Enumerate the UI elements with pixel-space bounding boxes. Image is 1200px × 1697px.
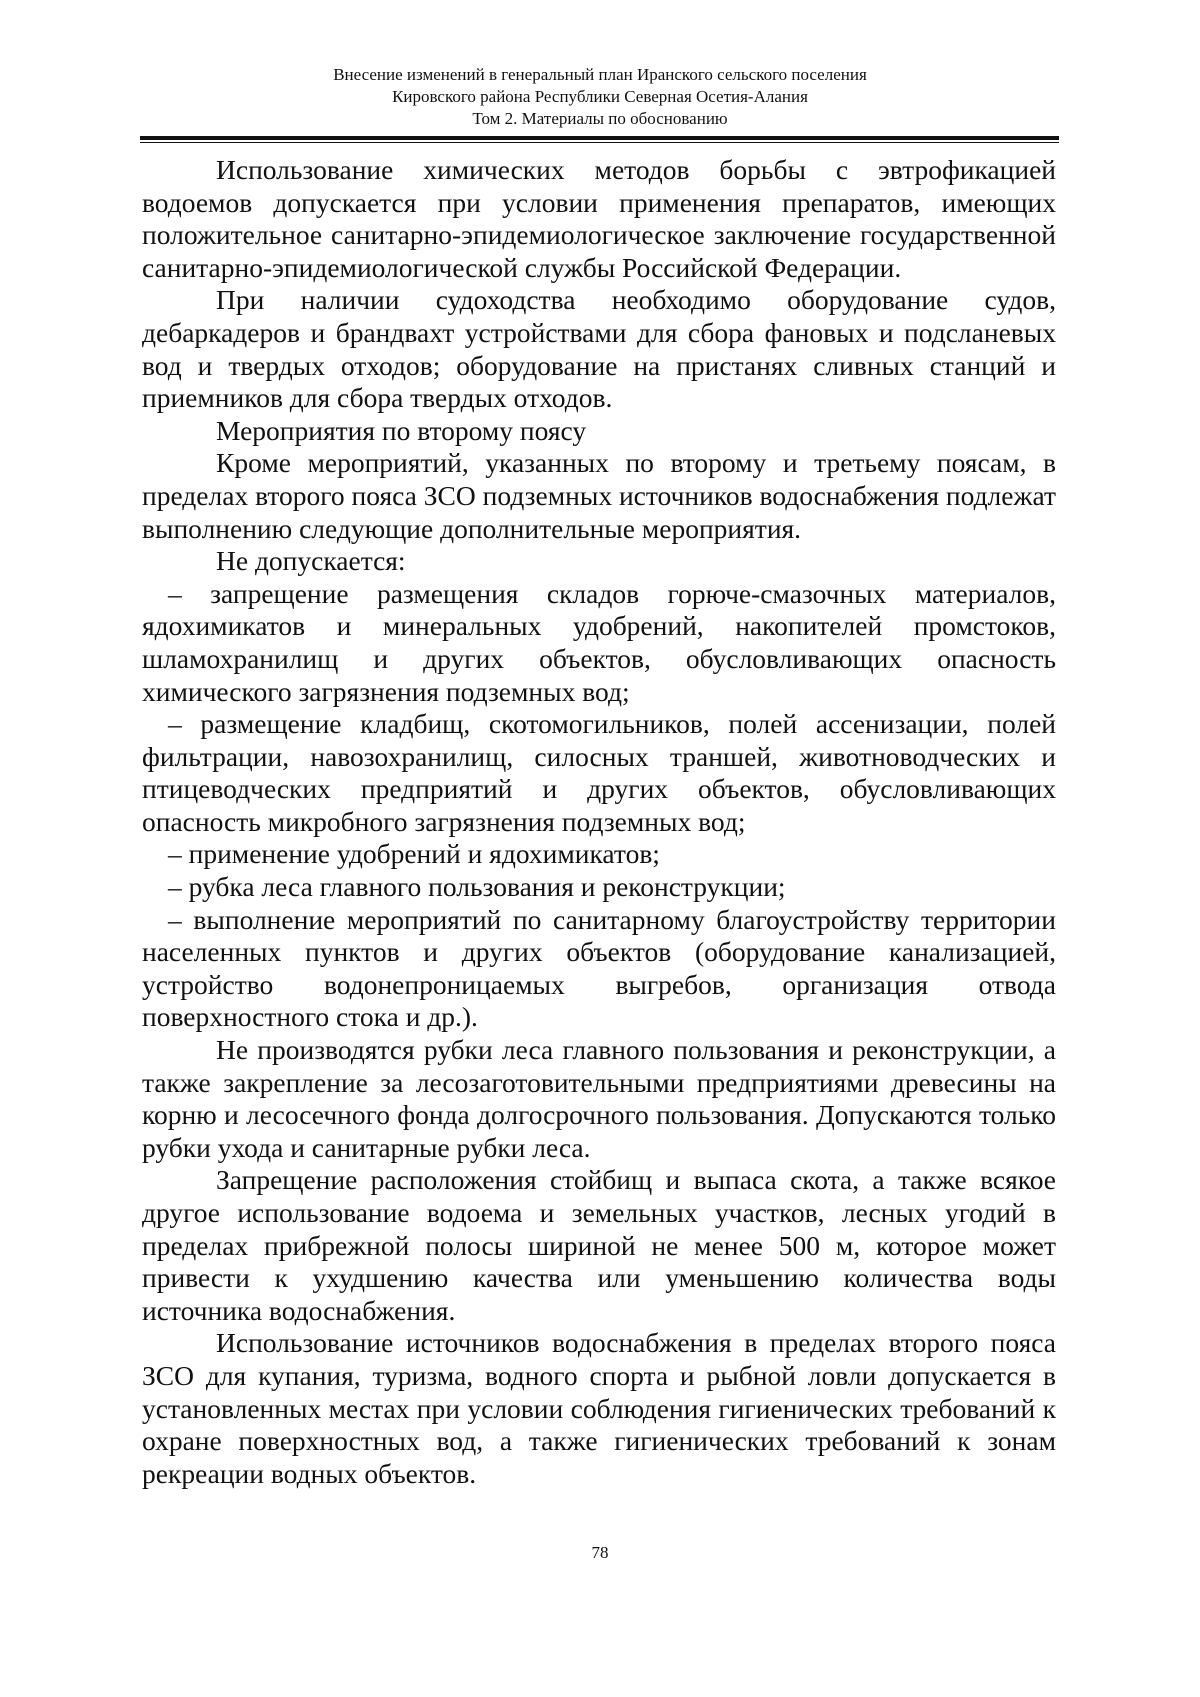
document-body xyxy=(142,154,1056,1490)
header-title-line-2: Кировского района Республики Северная Осетия-Алания xyxy=(392,87,808,106)
list-item: – размещение кладбищ, скотомогильников, полей ассенизации, полей фильтрации, навозохранилищ, силосных траншей, животноводческих и птицеводческих предприятий и других объектов, обусловливающих опасность микробного загрязнения подземных вод; xyxy=(142,708,1056,837)
paragraph: Использование химических методов борьбы с эвтрофикацией водоемов допускается при условии применения препаратов, имеющих положительное санитарно-эпидемиологическое заключение государственной санитарно-эпидемиологической службы Российской Федерации. xyxy=(142,154,1056,283)
list-intro: Не допускается: xyxy=(216,545,406,577)
list-item: – выполнение мероприятий по санитарному благоустройству территории населенных пунктов и других объектов (оборудование канализацией, устройство водонепроницаемых выгребов, организация отвода поверхностного стока и др.). xyxy=(142,903,1056,1033)
paragraph: Запрещение расположения стойбищ и выпаса скота, а также всякое другое использование водоема и земельных участков, лесных угодий в пределах прибрежной полосы шириной не менее 500 м, которое может привести к ухудшению качества или уменьшению количества воды источника водоснабжения. xyxy=(142,1164,1056,1326)
header-title-line-1: Внесение изменений в генеральный план Иранского сельского поселения xyxy=(333,65,867,84)
paragraph: При наличии судоходства необходимо оборудование судов, дебаркадеров и брандвахт устройствами для сбора фановых и подсланевых вод и твердых отходов; оборудование на пристанях сливных станций и приемников для сбора твердых отходов. xyxy=(142,284,1056,414)
list-item: – применение удобрений и ядохимикатов; xyxy=(168,838,660,870)
header-volume-line: Том 2. Материалы по обоснованию xyxy=(472,109,728,128)
paragraph: Кроме мероприятий, указанных по второму и третьему поясам, в пределах второго пояса ЗСО подземных источников водоснабжения подлежат выполнению следующие дополнительные мероприятия. xyxy=(142,447,1056,544)
paragraph: Использование источников водоснабжения в пределах второго пояса ЗСО для купания, туризма, водного спорта и рыбной ловли допускается в установленных местах при условии соблюдения гигиенических требований к охране поверхностных вод, а также гигиенических требований к зонам рекреации водных объектов. xyxy=(142,1327,1056,1489)
list-item: – рубка леса главного пользования и реконструкции; xyxy=(168,871,786,903)
header-double-rule xyxy=(140,136,1059,143)
list-item: – запрещение размещения складов горюче-смазочных материалов, ядохимикатов и минеральных удобрений, накопителей промстоков, шламохранилищ и других объектов, обусловливающих опасность химического загрязнения подземных вод; xyxy=(142,577,1056,707)
page-header xyxy=(140,64,1060,130)
section-heading: Мероприятия по второму поясу xyxy=(216,414,587,446)
page-number: 78 xyxy=(591,1543,609,1562)
paragraph: Не производятся рубки леса главного пользования и реконструкции, а также закрепление за лесозаготовительными предприятиями древесины на корню и лесосечного фонда долгосрочного пользования. Допускаются только рубки ухода и санитарные рубки леса. xyxy=(142,1034,1056,1163)
